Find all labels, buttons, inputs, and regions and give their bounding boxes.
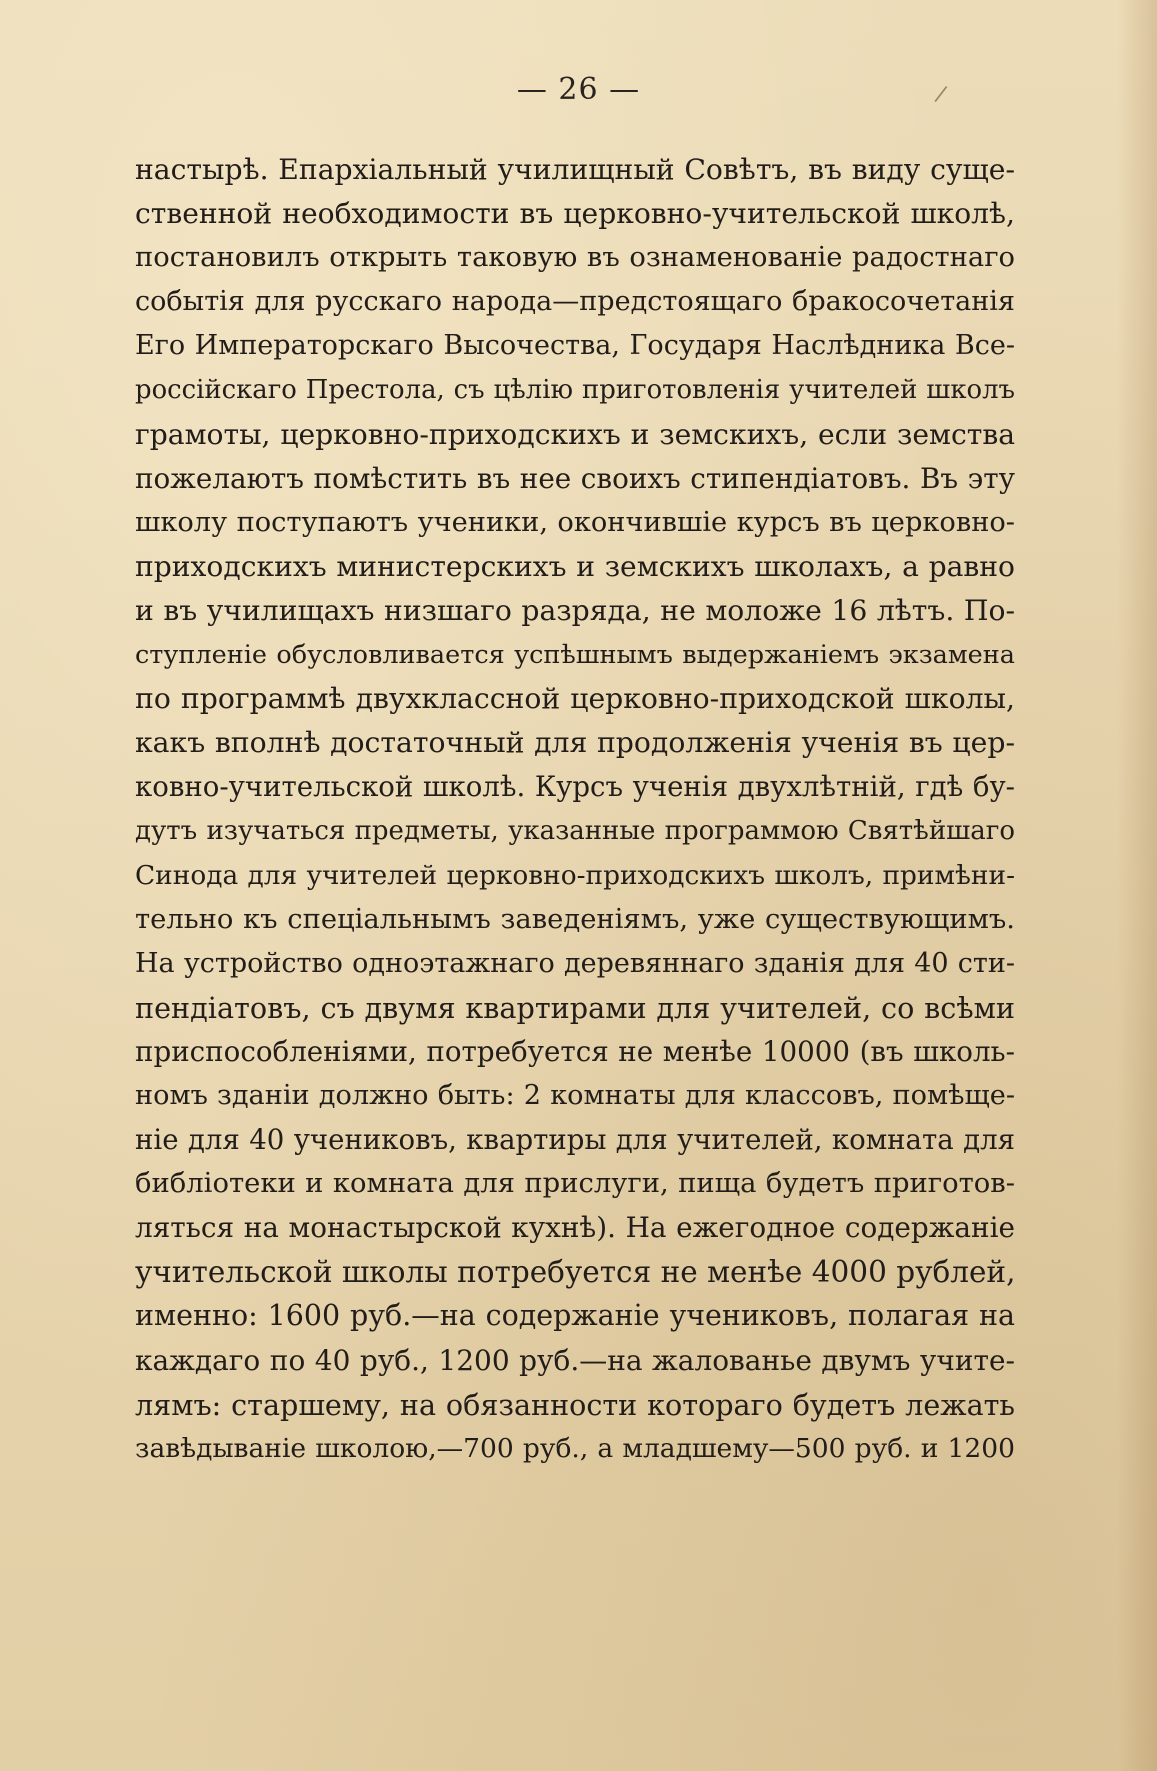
text-line: ступленіе обусловливается успѣшнымъ выдержаніемъ экзамена xyxy=(135,640,1015,671)
text-line: ковно-учительской школѣ. Курсъ ученія двухлѣтній, гдѣ бу- xyxy=(135,770,1015,804)
text-line: приходскихъ министерскихъ и земскихъ школахъ, а равно xyxy=(135,549,1015,583)
text-line: грамоты, церковно-приходскихъ и земскихъ, если земства xyxy=(135,417,1015,451)
text-line: лямъ: старшему, на обязанности котораго будетъ лежать xyxy=(135,1387,1015,1422)
pencil-mark: / xyxy=(932,81,949,108)
page-number: — 26 — xyxy=(516,72,641,107)
text-line: школу поступаютъ ученики, окончившіе курсъ въ церковно- xyxy=(135,506,1015,538)
text-line: постановилъ открыть таковую въ ознаменованіе радостнаго xyxy=(135,242,1015,274)
text-line: ственной необходимости въ церковно-учительской школѣ, xyxy=(135,197,1015,231)
body-text xyxy=(135,148,1015,1471)
text-line: каждаго по 40 руб., 1200 руб.—на жалованье двумъ учите- xyxy=(135,1343,1015,1377)
text-line: тельно къ спеціальнымъ заведеніямъ, уже существующимъ. xyxy=(135,903,1015,935)
text-line: какъ вполнѣ достаточный для продолженія ученія въ цер- xyxy=(135,726,1015,760)
text-line: ляться на монастырской кухнѣ). На ежегодное содержаніе xyxy=(135,1211,1015,1245)
text-line: приспособленіями, потребуется не менѣе 10000 (въ школь- xyxy=(135,1034,1015,1068)
text-line: завѣдываніе школою,—700 руб., а младшему—500 руб. и 1200 xyxy=(135,1432,1015,1464)
text-line: пожелаютъ помѣстить въ нее своихъ стипендіатовъ. Въ эту xyxy=(135,461,1015,495)
text-line: На устройство одноэтажнаго деревяннаго зданія для 40 сти- xyxy=(135,947,1015,979)
text-line: пендіатовъ, съ двумя квартирами для учителей, со всѣми xyxy=(135,990,1015,1025)
text-line: учительской школы потребуется не менѣе 4000 рублей, xyxy=(135,1255,1015,1290)
text-line: ніе для 40 учениковъ, квартиры для учителей, комната для xyxy=(135,1123,1015,1157)
text-line: настырѣ. Епархіальный училищный Совѣтъ, въ виду суще- xyxy=(135,153,1015,186)
text-line: и въ училищахъ низшаго разряда, не моложе 16 лѣтъ. По- xyxy=(135,593,1015,627)
text-line: россійскаго Престола, съ цѣлію приготовленія учителей школъ xyxy=(135,375,1015,406)
text-line: именно: 1600 руб.—на содержаніе учениковъ, полагая на xyxy=(135,1299,1015,1333)
text-line: Синода для учителей церковно-приходскихъ школъ, примѣни- xyxy=(135,860,1015,891)
text-line: номъ зданіи должно быть: 2 комнаты для классовъ, помѣще- xyxy=(135,1079,1015,1111)
text-line: по программѣ двухклассной церковно-приходской школы, xyxy=(135,682,1015,716)
text-line: событія для русскаго народа—предстоящаго бракосочетанія xyxy=(135,286,1015,318)
text-line: Его Императорскаго Высочества, Государя Наслѣдника Все- xyxy=(135,330,1015,362)
text-line: библіотеки и комната для прислуги, пища будетъ приготов- xyxy=(135,1168,1015,1200)
text-line: дутъ изучаться предметы, указанные программою Святѣйшаго xyxy=(135,816,1015,847)
